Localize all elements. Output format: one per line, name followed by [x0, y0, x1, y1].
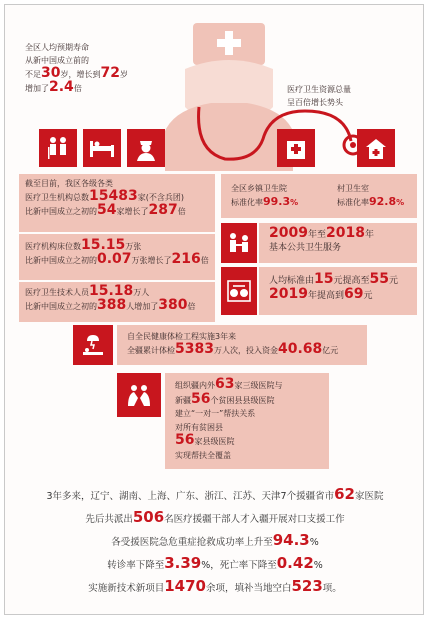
- helping-hands-icon: [117, 373, 161, 417]
- institutions-box: 截至目前，我区各级各类 医疗卫生机构总数15483家(不含兵团) 比新中国成立之初的54家增长了287倍: [19, 174, 215, 232]
- summary-row-2: 先后共派出506名医疗援疆干部人才入疆开展对口支援工作: [85, 508, 345, 526]
- summary-row-3: 各受援医院急危重症抢救成功率上升至94.3%: [111, 531, 319, 549]
- pairing-box: 组织疆内外63家三级医院与 新疆56个贫困县县级医院 建立“一对一”帮扶关系 对所有贫困县 56家县级医院 实现帮扶全覆盖: [165, 373, 329, 469]
- public-service-box: 2009年至2018年 基本公共卫生服务: [259, 223, 417, 263]
- checkup-icon: [73, 325, 113, 365]
- elderly-couple-icon: [39, 129, 77, 167]
- checkup-box: 自全民健康体检工程实施3年来 全疆累计体检5383万人次，投入资金40.68亿元: [117, 325, 367, 365]
- nurse-icon: [127, 129, 165, 167]
- money-exchange-icon: [221, 267, 257, 315]
- life-expectancy-text: 全区人均预期寿命 从新中国成立前的 不足30岁，增长到72岁 增加了2.4倍: [25, 43, 128, 95]
- resources-text: 医疗卫生资源总量 呈百倍增长势头: [287, 85, 351, 107]
- per-capita-box: 人均标准由15元提高至55元 2019年提高到69元: [259, 267, 417, 315]
- summary-row-1: 3年多来，辽宁、湖南、上海、广东、浙江、江苏、天津7个援疆省市62家医院: [46, 485, 384, 503]
- staff-box: 医疗卫生技术人员15.18万人 比新中国成立之初的388人增加了380倍: [19, 282, 215, 322]
- beds-box: 医疗机构床位数15.15万张 比新中国成立之初的0.07万张增长了216倍: [19, 234, 215, 280]
- hospital-bed-icon: [83, 129, 121, 167]
- hospital-building-icon: [277, 129, 315, 167]
- summary-row-4: 转诊率下降至3.39%，死亡率下降至0.42%: [107, 554, 323, 572]
- infographic: [4, 4, 424, 615]
- doctor-patient-icon: [221, 223, 257, 263]
- standardization-box: 全区乡镇卫生院 标准化率99.3% 村卫生室 标准化率92.8%: [221, 174, 417, 218]
- summary-row-5: 实施新技术新项目1470余项，填补当地空白523项。: [88, 577, 342, 595]
- village-clinic-icon: [357, 129, 395, 167]
